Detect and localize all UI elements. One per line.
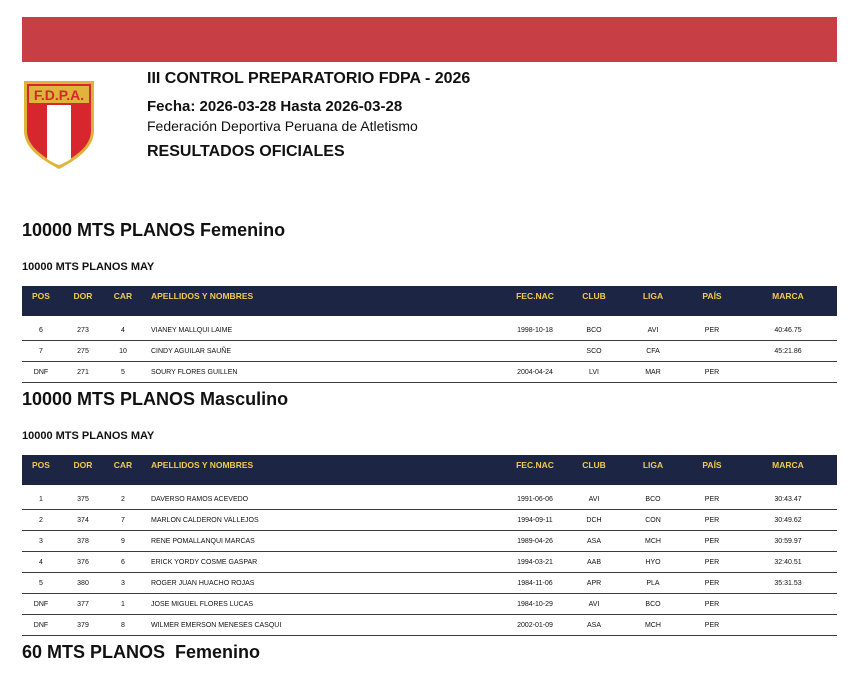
col-liga: LIGA bbox=[642, 460, 664, 470]
cell-dob: 1994-03-21 bbox=[503, 552, 567, 573]
cell-car: 8 bbox=[106, 615, 140, 636]
cell-athlete-name: SOURY FLORES GUILLEN bbox=[140, 362, 503, 383]
col-pais: PAÍS bbox=[702, 291, 722, 301]
col-car: CAR bbox=[113, 460, 133, 470]
cell-dob: 2002-01-09 bbox=[503, 615, 567, 636]
cell-pais: PER bbox=[685, 573, 739, 594]
cell-pos: DNF bbox=[22, 594, 60, 615]
table-row bbox=[22, 573, 837, 594]
cell-pais: PER bbox=[685, 531, 739, 552]
cell-dob: 1989-04-26 bbox=[503, 531, 567, 552]
table-row bbox=[22, 320, 837, 341]
table-row bbox=[22, 594, 837, 615]
cell-pais: PER bbox=[685, 489, 739, 510]
cell-dob: 1991-06-06 bbox=[503, 489, 567, 510]
cell-athlete-name: ROGER JUAN HUACHO ROJAS bbox=[140, 573, 503, 594]
results-table bbox=[22, 286, 837, 383]
table-row bbox=[22, 341, 837, 362]
cell-athlete-name: CINDY AGUILAR SAUÑE bbox=[140, 341, 503, 362]
table-row bbox=[22, 531, 837, 552]
col-club: CLUB bbox=[582, 460, 606, 470]
cell-dob: 2004-04-24 bbox=[503, 362, 567, 383]
cell-club: APR bbox=[567, 573, 621, 594]
cell-car: 5 bbox=[106, 362, 140, 383]
cell-liga: MCH bbox=[621, 615, 685, 636]
col-pos: POS bbox=[32, 291, 50, 301]
cell-athlete-name: ERICK YORDY COSME GASPAR bbox=[140, 552, 503, 573]
col-pos: POS bbox=[32, 460, 50, 470]
cell-liga: MCH bbox=[621, 531, 685, 552]
cell-marca: 30:43.47 bbox=[739, 489, 837, 510]
cell-dor: 378 bbox=[60, 531, 106, 552]
cell-athlete-name: WILMER EMERSON MENESES CASQUI bbox=[140, 615, 503, 636]
cell-dor: 375 bbox=[60, 489, 106, 510]
cell-car: 7 bbox=[106, 510, 140, 531]
cell-club: BCO bbox=[567, 320, 621, 341]
cell-dor: 275 bbox=[60, 341, 106, 362]
col-liga: LIGA bbox=[642, 291, 664, 301]
cell-dor: 271 bbox=[60, 362, 106, 383]
cell-club: DCH bbox=[567, 510, 621, 531]
cell-dor: 273 bbox=[60, 320, 106, 341]
cell-marca: 32:40.51 bbox=[739, 552, 837, 573]
cell-club: LVI bbox=[567, 362, 621, 383]
cell-club: ASA bbox=[567, 615, 621, 636]
event-category bbox=[22, 260, 837, 274]
fdpa-logo bbox=[22, 79, 96, 171]
results-table bbox=[22, 455, 837, 636]
cell-liga: CFA bbox=[621, 341, 685, 362]
event-title: 10000 MTS PLANOS Femenino bbox=[22, 220, 286, 240]
cell-club: AVI bbox=[567, 594, 621, 615]
cell-car: 10 bbox=[106, 341, 140, 362]
cell-athlete-name: JOSE MIGUEL FLORES LUCAS bbox=[140, 594, 503, 615]
cell-pos: 2 bbox=[22, 510, 60, 531]
top-banner bbox=[22, 17, 837, 62]
cell-athlete-name: RENE POMALLANQUI MARCAS bbox=[140, 531, 503, 552]
cell-pais bbox=[685, 341, 739, 362]
table-row bbox=[22, 510, 837, 531]
table-header-row bbox=[22, 455, 837, 485]
table-header-row bbox=[22, 286, 837, 316]
cell-car: 1 bbox=[106, 594, 140, 615]
cell-marca bbox=[739, 594, 837, 615]
cell-marca: 35:31.53 bbox=[739, 573, 837, 594]
cell-marca: 45:21.86 bbox=[739, 341, 837, 362]
cell-pos: 4 bbox=[22, 552, 60, 573]
cell-dor: 379 bbox=[60, 615, 106, 636]
cell-dob: 1994-09-11 bbox=[503, 510, 567, 531]
cell-athlete-name: MARLON CALDERON VALLEJOS bbox=[140, 510, 503, 531]
cell-marca: 40:46.75 bbox=[739, 320, 837, 341]
cell-dor: 374 bbox=[60, 510, 106, 531]
cell-marca bbox=[739, 615, 837, 636]
cell-pais: PER bbox=[685, 552, 739, 573]
event-category bbox=[22, 429, 837, 443]
cell-pais: PER bbox=[685, 615, 739, 636]
cell-liga: AVI bbox=[621, 320, 685, 341]
cell-marca: 30:59.97 bbox=[739, 531, 837, 552]
category-title: 10000 MTS PLANOS MAY bbox=[22, 430, 155, 442]
cell-club: SCO bbox=[567, 341, 621, 362]
cell-car: 4 bbox=[106, 320, 140, 341]
cell-liga: HYO bbox=[621, 552, 685, 573]
event-title: 60 MTS PLANOS Femenino bbox=[22, 642, 261, 662]
cell-club: AVI bbox=[567, 489, 621, 510]
table-row bbox=[22, 362, 837, 383]
table-row bbox=[22, 489, 837, 510]
table-row bbox=[22, 552, 837, 573]
results-status: RESULTADOS OFICIALES bbox=[147, 143, 345, 160]
cell-dob bbox=[503, 341, 567, 362]
cell-dob: 1984-10-29 bbox=[503, 594, 567, 615]
event-section bbox=[22, 641, 837, 663]
competition-date: Fecha: 2026-03-28 Hasta 2026-03-28 bbox=[147, 98, 403, 115]
cell-dor: 380 bbox=[60, 573, 106, 594]
cell-pos: 1 bbox=[22, 489, 60, 510]
cell-pais: PER bbox=[685, 594, 739, 615]
col-name: APELLIDOS Y NOMBRES bbox=[151, 460, 254, 470]
organization-name: Federación Deportiva Peruana de Atletismo bbox=[147, 118, 418, 134]
event-section bbox=[22, 219, 837, 241]
cell-pos: DNF bbox=[22, 362, 60, 383]
competition-title: III CONTROL PREPARATORIO FDPA - 2026 bbox=[147, 70, 471, 87]
cell-liga: PLA bbox=[621, 573, 685, 594]
cell-pos: 6 bbox=[22, 320, 60, 341]
cell-dor: 376 bbox=[60, 552, 106, 573]
table-row bbox=[22, 615, 837, 636]
cell-marca: 30:49.62 bbox=[739, 510, 837, 531]
col-marca: MARCA bbox=[772, 291, 804, 301]
col-car: CAR bbox=[113, 291, 133, 301]
cell-club: AAB bbox=[567, 552, 621, 573]
cell-liga: CON bbox=[621, 510, 685, 531]
cell-athlete-name: DAVERSO RAMOS ACEVEDO bbox=[140, 489, 503, 510]
cell-pais: PER bbox=[685, 362, 739, 383]
col-dob: FEC.NAC bbox=[516, 291, 554, 301]
cell-pos: 7 bbox=[22, 341, 60, 362]
col-dor: DOR bbox=[73, 460, 93, 470]
cell-club: ASA bbox=[567, 531, 621, 552]
event-section bbox=[22, 388, 837, 410]
cell-marca bbox=[739, 362, 837, 383]
cell-pais: PER bbox=[685, 510, 739, 531]
cell-car: 2 bbox=[106, 489, 140, 510]
cell-liga: BCO bbox=[621, 489, 685, 510]
col-name: APELLIDOS Y NOMBRES bbox=[151, 291, 254, 301]
cell-dor: 377 bbox=[60, 594, 106, 615]
cell-car: 3 bbox=[106, 573, 140, 594]
cell-car: 9 bbox=[106, 531, 140, 552]
col-dor: DOR bbox=[73, 291, 93, 301]
col-dob: FEC.NAC bbox=[516, 460, 554, 470]
cell-pos: DNF bbox=[22, 615, 60, 636]
cell-pos: 3 bbox=[22, 531, 60, 552]
cell-athlete-name: VIANEY MALLQUI LAIME bbox=[140, 320, 503, 341]
col-pais: PAÍS bbox=[702, 460, 722, 470]
cell-pais: PER bbox=[685, 320, 739, 341]
cell-liga: MAR bbox=[621, 362, 685, 383]
col-marca: MARCA bbox=[772, 460, 804, 470]
col-club: CLUB bbox=[582, 291, 606, 301]
cell-pos: 5 bbox=[22, 573, 60, 594]
cell-liga: BCO bbox=[621, 594, 685, 615]
cell-car: 6 bbox=[106, 552, 140, 573]
cell-dob: 1984-11-06 bbox=[503, 573, 567, 594]
event-title: 10000 MTS PLANOS Masculino bbox=[22, 389, 289, 409]
header bbox=[147, 70, 470, 161]
svg-text:F.D.P.A.: F.D.P.A. bbox=[33, 87, 85, 103]
category-title: 10000 MTS PLANOS MAY bbox=[22, 261, 155, 273]
cell-dob: 1998-10-18 bbox=[503, 320, 567, 341]
